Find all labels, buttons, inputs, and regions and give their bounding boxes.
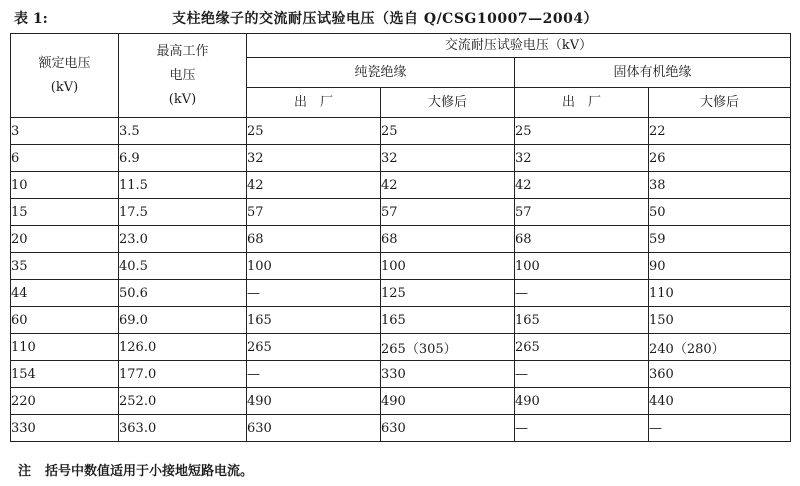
footnote-label: 注 xyxy=(18,464,32,479)
table-row xyxy=(11,415,791,442)
voltage-table xyxy=(10,33,791,442)
table-row xyxy=(11,118,791,145)
porcelain-overhaul-cell: 25 xyxy=(381,118,515,145)
porcelain-overhaul-cell: 490 xyxy=(381,388,515,415)
organic-overhaul-cell: 110 xyxy=(649,280,791,307)
porcelain-factory-cell: 490 xyxy=(247,388,381,415)
porcelain-factory-cell: 32 xyxy=(247,145,381,172)
table-row xyxy=(11,361,791,388)
organic-overhaul-cell: 90 xyxy=(649,253,791,280)
table-row xyxy=(11,334,791,361)
porcelain-overhaul-cell: 57 xyxy=(381,199,515,226)
rated-voltage-cell: 35 xyxy=(11,253,119,280)
organic-overhaul-cell: 59 xyxy=(649,226,791,253)
rated-voltage-cell: 10 xyxy=(11,172,119,199)
rated-voltage-cell: 15 xyxy=(11,199,119,226)
organic-overhaul-cell: 26 xyxy=(649,145,791,172)
porcelain-factory-cell: 42 xyxy=(247,172,381,199)
max-voltage-cell: 17.5 xyxy=(119,199,247,226)
table-row xyxy=(11,145,791,172)
porcelain-overhaul-cell: 100 xyxy=(381,253,515,280)
table-row xyxy=(11,172,791,199)
table-row xyxy=(11,307,791,334)
porcelain-factory-cell: 25 xyxy=(247,118,381,145)
header-max-voltage: 最高工作 电压 (kV) xyxy=(119,34,247,118)
organic-factory-cell: 42 xyxy=(515,172,649,199)
organic-overhaul-cell: 440 xyxy=(649,388,791,415)
max-voltage-cell: 126.0 xyxy=(119,334,247,361)
organic-overhaul-cell: — xyxy=(649,415,791,442)
porcelain-factory-cell: — xyxy=(247,361,381,388)
table-number: 表 1: xyxy=(14,11,48,27)
porcelain-factory-cell: 265 xyxy=(247,334,381,361)
table-body xyxy=(11,118,791,442)
organic-factory-cell: 25 xyxy=(515,118,649,145)
organic-factory-cell: — xyxy=(515,361,649,388)
porcelain-overhaul-cell: 265（305） xyxy=(381,334,515,361)
organic-overhaul-cell: 150 xyxy=(649,307,791,334)
porcelain-factory-cell: 100 xyxy=(247,253,381,280)
organic-factory-cell: 165 xyxy=(515,307,649,334)
organic-overhaul-cell: 38 xyxy=(649,172,791,199)
max-voltage-cell: 11.5 xyxy=(119,172,247,199)
max-voltage-cell: 252.0 xyxy=(119,388,247,415)
organic-factory-cell: 490 xyxy=(515,388,649,415)
rated-voltage-cell: 20 xyxy=(11,226,119,253)
table-title xyxy=(14,6,794,30)
max-voltage-cell: 6.9 xyxy=(119,145,247,172)
porcelain-factory-cell: 57 xyxy=(247,199,381,226)
organic-overhaul-cell: 50 xyxy=(649,199,791,226)
rated-voltage-cell: 330 xyxy=(11,415,119,442)
max-voltage-cell: 177.0 xyxy=(119,361,247,388)
table-row xyxy=(11,388,791,415)
header-porcelain-overhaul: 大修后 xyxy=(381,88,515,118)
organic-factory-cell: 265 xyxy=(515,334,649,361)
organic-factory-cell: 32 xyxy=(515,145,649,172)
organic-overhaul-cell: 22 xyxy=(649,118,791,145)
table-row xyxy=(11,253,791,280)
max-voltage-cell: 50.6 xyxy=(119,280,247,307)
porcelain-overhaul-cell: 32 xyxy=(381,145,515,172)
rated-voltage-cell: 110 xyxy=(11,334,119,361)
porcelain-factory-cell: 630 xyxy=(247,415,381,442)
header-rated-voltage: 额定电压 (kV) xyxy=(11,34,119,118)
porcelain-overhaul-cell: 42 xyxy=(381,172,515,199)
organic-overhaul-cell: 360 xyxy=(649,361,791,388)
organic-factory-cell: — xyxy=(515,280,649,307)
max-voltage-cell: 3.5 xyxy=(119,118,247,145)
porcelain-overhaul-cell: 630 xyxy=(381,415,515,442)
porcelain-factory-cell: 165 xyxy=(247,307,381,334)
header-organic: 固体有机绝缘 xyxy=(515,58,791,88)
rated-voltage-cell: 3 xyxy=(11,118,119,145)
rated-voltage-cell: 154 xyxy=(11,361,119,388)
organic-factory-cell: 100 xyxy=(515,253,649,280)
organic-overhaul-cell: 240（280） xyxy=(649,334,791,361)
table-row xyxy=(11,199,791,226)
header-porcelain-factory: 出 厂 xyxy=(247,88,381,118)
max-voltage-cell: 23.0 xyxy=(119,226,247,253)
organic-factory-cell: 68 xyxy=(515,226,649,253)
header-porcelain: 纯瓷绝缘 xyxy=(247,58,515,88)
rated-voltage-cell: 60 xyxy=(11,307,119,334)
header-organic-factory: 出 厂 xyxy=(515,88,649,118)
footnote xyxy=(18,460,253,479)
porcelain-overhaul-cell: 68 xyxy=(381,226,515,253)
max-voltage-cell: 363.0 xyxy=(119,415,247,442)
porcelain-overhaul-cell: 330 xyxy=(381,361,515,388)
header-test-voltage: 交流耐压试验电压（kV） xyxy=(247,34,791,58)
header-organic-overhaul: 大修后 xyxy=(649,88,791,118)
organic-factory-cell: — xyxy=(515,415,649,442)
porcelain-factory-cell: 68 xyxy=(247,226,381,253)
organic-factory-cell: 57 xyxy=(515,199,649,226)
table-row xyxy=(11,280,791,307)
max-voltage-cell: 40.5 xyxy=(119,253,247,280)
rated-voltage-cell: 44 xyxy=(11,280,119,307)
porcelain-overhaul-cell: 165 xyxy=(381,307,515,334)
table-caption: 支柱绝缘子的交流耐压试验电压（选自 Q/CSG10007—2004） xyxy=(172,11,599,27)
porcelain-overhaul-cell: 125 xyxy=(381,280,515,307)
rated-voltage-cell: 6 xyxy=(11,145,119,172)
rated-voltage-cell: 220 xyxy=(11,388,119,415)
porcelain-factory-cell: — xyxy=(247,280,381,307)
table-row xyxy=(11,226,791,253)
footnote-text: 括号中数值适用于小接地短路电流。 xyxy=(45,464,254,479)
max-voltage-cell: 69.0 xyxy=(119,307,247,334)
